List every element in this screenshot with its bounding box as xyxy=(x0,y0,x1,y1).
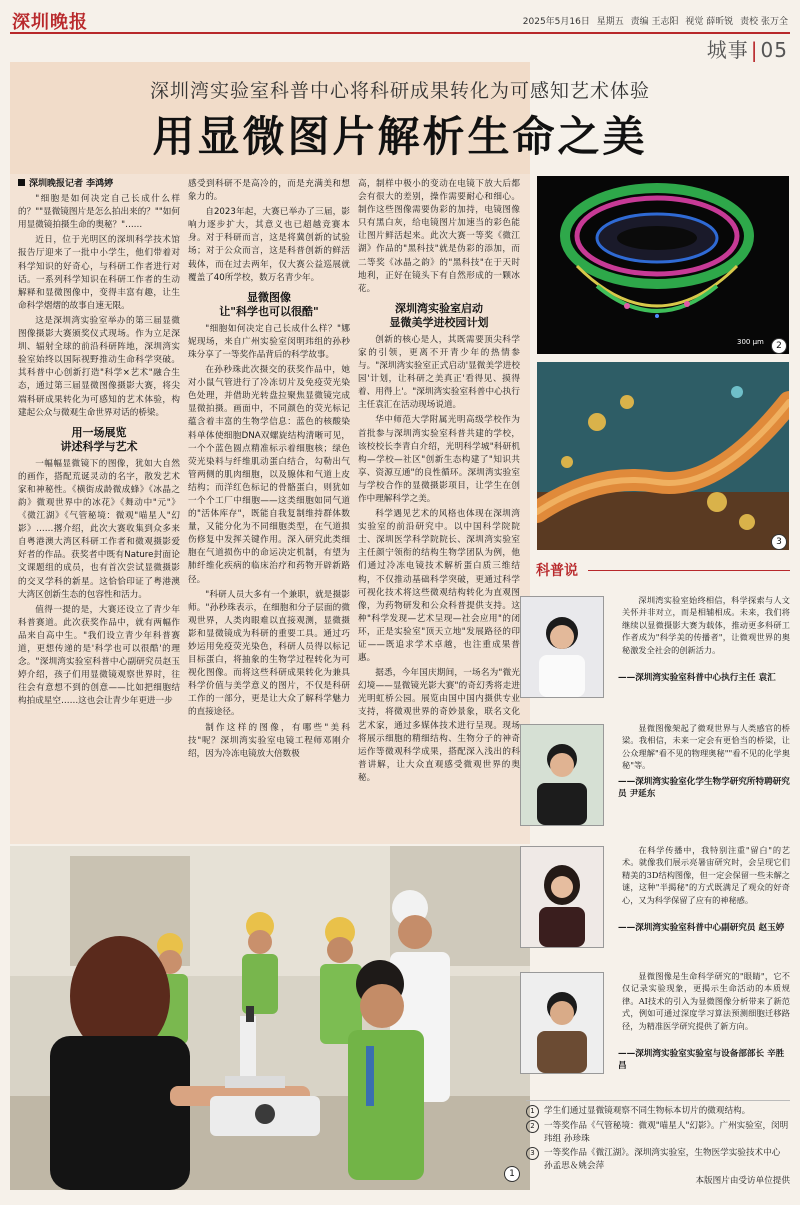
portrait-illustration xyxy=(521,725,603,825)
sem-micrograph xyxy=(537,362,789,550)
quote-paragraph: 显微图像是生命科学研究的"眼睛"，它不仅记录实验现象，更揭示生命活动的本质规律。AI技术的引入为显微图像分析带来了新范式，例如可通过深度学习算法预测细胞迁移路径，为精准医学研究提供了新方向。 xyxy=(622,971,790,1031)
paragraph: 据悉，今年国庆期间，一场名为"微光幻境——显微镜光影大赛"的奇幻秀将走进光明虹桥公园。展览由国中国内摄供专业支持，将微观世界的奇妙景象，联名文化艺术家，通过多媒体技术进行呈现。现场将展示细胞的精细结构、生物分子的神奇运作等微观科学成果，搭配深入浅出的科普讲解，让大众直观感受微观世界的奥秘。 xyxy=(358,668,520,783)
students-photo-illustration xyxy=(10,846,530,1190)
quote-paragraph: 深圳湾实验室始终相信，科学探索与人文关怀并非对立，而是相辅相成。未来，我们将继续以显微摄影大赛为载体，推动更多科研工作者成为"科学美的传播者"，让微观世界的奥秘激发全社会的创新活力。 xyxy=(622,595,790,655)
article-column-2 xyxy=(188,178,350,838)
paragraph: 这是深圳湾实验室举办的第三届显微图像摄影大赛颁奖仪式现场。作为立足深圳、辐射全球的前沿科研阵地，深圳湾实验室始终以国际视野推动生命科学突破。其科普中心创新打造"科学×艺术"融合生态，通过第三届显微图像摄影大赛，将尖端科研成果转化为可感知的艺术体验，构建起公众与微观生命世界对话的桥梁。 xyxy=(18,315,180,418)
paragraph: "科研人员大多有一个兼职，就是摄影师。"孙秒珠表示，在细胞和分子层面的微观世界，人类肉眼难以直接观测，显微摄影和显微镜成为科研的重要工具。通过巧妙运用免疫荧光染色，科研人员得以标记目标蛋白，将抽象的生物学过程转化为可视化图像。而将这些科研成果转化为兼具科学价值与美学意义的图片，不仅是科研工作的一部分，更是让大众了解科学魅力的直接途径。 xyxy=(188,589,350,718)
issue-date: 2025年5月16日 xyxy=(522,17,590,27)
subhead-line: 用一场展览 xyxy=(71,425,127,439)
quote-signature: ——深圳湾实验室化学生物学研究所特聘研究员 尹延东 xyxy=(618,777,790,800)
article-column-1 xyxy=(18,178,180,838)
editor-credit: 责编 王志阳 xyxy=(630,17,679,27)
quote-signature: ——深圳湾实验室科普中心执行主任 袁汇 xyxy=(618,673,776,683)
photo-badge-3: 3 xyxy=(771,534,787,550)
quote-block-2 xyxy=(520,724,790,844)
newspaper-logo: 深圳晚报 xyxy=(12,12,88,33)
caption-item xyxy=(526,1120,790,1146)
paragraph: 科学遇见艺术的风格也体现在深圳湾实验室的前沿研究中。以中国科学院院士、深圳医学科学院院长、深圳湾实验室主任颜宁领衔的结构生物学团队为例，他们通过冷冻电镜技术解析蛋白质三维结构，不仅推动基础科学突破，更通过科学可视化技术将这些微观结构转化为直观图像，为药物研发和公众科普提供支持。这种"科学发现—艺术呈现—社会应用"的闭环，正是实验室"顶天立地"发展路径的印证——既追求学术卓越，也注重成果普惠。 xyxy=(358,509,520,664)
quote-block-4 xyxy=(520,972,790,1094)
quote-text xyxy=(622,970,790,1032)
trachea-illustration xyxy=(537,176,789,354)
kepu-header xyxy=(536,560,790,582)
byline-text: 深圳晚报记者 李鸿婷 xyxy=(29,179,114,189)
section-separator: | xyxy=(750,38,759,62)
portrait-illustration xyxy=(521,973,603,1073)
kepu-divider xyxy=(588,570,790,571)
headline-deck: 深圳湾实验室科普中心将科研成果转化为可感知艺术体验 xyxy=(149,80,650,102)
avatar-yin-yandong xyxy=(520,724,604,826)
avatar-yuan-hui xyxy=(520,596,604,698)
quote-signature: ——深圳湾实验室科普中心副研究员 赵玉婷 xyxy=(618,923,785,933)
issue-weekday: 星期五 xyxy=(596,17,624,27)
quote-block-1 xyxy=(520,596,790,726)
photo-captions xyxy=(526,1100,790,1188)
photo-credit: 本版图片由受访单位提供 xyxy=(695,1175,790,1186)
paragraph: 一幅幅显微镜下的图像，犹如大自然的画作，搭配荒诞灵动的名字，散发艺术家和神秘性。《横街成龄微成蜂》《冰晶之韵》微观世界中的冰花》《舞动中"元"》《微江湖》《气管秘境：微观"喵星人"幻影》……撂介绍，此次大赛收集到众多来自粤港澳大湾区科研工作者和微观摄影爱好者的作品。获奖者中既有Nature封面论文课题组的成员，也有首次尝试显微摄影的交叉学科的新星。这恰恰印证了粤港澳大湾区创新生态的包容性和活力。 xyxy=(18,458,180,600)
masthead xyxy=(10,8,790,34)
caption-text: 一等奖作品《微江湖》。深圳湾实验室，生物医学实验技术中心 孙孟思＆姚会萍 xyxy=(544,1148,781,1172)
byline-marker xyxy=(18,179,25,186)
paragraph: 近日，位于光明区的深圳科学技术馆报告厅迎来了一批中小学生，他们带着对科学知识的好奇心，与科研工作者进行对话。一系列科学知识在科研工作者的生动解释和显微图像中，变得丰富有趣，让生命科学熠熠的故事自速无限。 xyxy=(18,235,180,311)
subhead-2 xyxy=(188,291,350,319)
paragraph: 高，制样中极小的变动在电镜下放大后都会有很大的差别，操作需要耐心和细心。制作这些图像需要伪彩的加持，电镜图像只有黑白灰，给电镜图片加速当的彩色能让图片鲜活起来。此次大赛一等奖《微江湖》作品的"黑科技"就是伪彩的添加，而二等奖《冰晶之韵》的"黑科技"在于天时地利，正好在镜头下有自然形成的一颗冰花。 xyxy=(358,179,520,294)
students-microscope-photo xyxy=(10,846,530,1190)
paragraph: 制作这样的图像，有哪些"美科技"呢？深圳湾实验室电镜工程师邓刚介绍，因为冷冻电镜放大倍数极 xyxy=(188,722,350,759)
kepu-title: 科普说 xyxy=(536,563,578,579)
caption-number: 3 xyxy=(526,1147,539,1160)
trachea-micrograph xyxy=(537,176,789,354)
avatar-zhao-yuting xyxy=(520,846,604,948)
caption-item xyxy=(526,1105,790,1118)
caption-number: 1 xyxy=(526,1105,539,1118)
caption-number: 2 xyxy=(526,1120,539,1133)
portrait-illustration xyxy=(521,597,603,697)
quote-signature: ——深圳湾实验室实验室与设备部部长 辛胜昌 xyxy=(618,1049,785,1072)
section-name: 城事 xyxy=(706,38,749,62)
avatar-xin-shengchang xyxy=(520,972,604,1074)
subhead-line: 深圳湾实验室启动 xyxy=(395,301,483,315)
subhead-line: 显微图像 xyxy=(247,290,291,304)
paragraph: 值得一提的是，大赛还设立了青少年科普赛道。此次获奖作品中，就有两幅作品来自高中生。"我们设立青少年科普赛道，更想传递的是'科学也可以很酷'的理念。"深圳湾实验室科普中心副研究员赵玉婷介绍，孩子们用显微镜观察世界时，往往会有意想不到的创意——比如把细胞结构拍成星空……这也会让青少年更进一步 xyxy=(18,604,180,707)
quote-paragraph: 在科学传播中，我特别注重"留白"的艺术。就像我们展示亮暑宙研究时，会呈现它们精美的3D结构图像，但一定会保留一些未解之谜，这种"半揭秘"的方式既满足了观众的好奇心，又为科学保留了应有的神秘感。 xyxy=(622,845,790,905)
paragraph: 自2023年起，大赛已举办了三届，影响力逐步扩大，其意义也已超越竞赛本身。对于科研而言，这是将冀创新的试验场；对于公众而言，这是科普创新的鲜活载体，而在过去两年，仅大赛公益巡展就覆盖了40所学校，数万名青少年。 xyxy=(188,207,350,283)
paragraph: "细胞是如何决定自己长成什么样的？""显微镜图片是怎么拍出来的？""如何用显微镜拍摄生命的奥秘？"…… xyxy=(18,194,180,231)
quote-text xyxy=(622,722,790,772)
caption-text: 一等奖作品《气管秘境：微观"喵星人"幻影》。广州实验室，闵明玮组 孙珍珠 xyxy=(544,1120,789,1144)
subhead-line: 让"科学也可以很酷" xyxy=(219,304,319,318)
subhead-line: 显微美学进校园计划 xyxy=(389,315,489,329)
caption-text: 学生们通过显微镜观察不同生物标本切片的微观结构。 xyxy=(544,1106,751,1116)
quote-block-3 xyxy=(520,846,790,966)
caption-item xyxy=(526,1147,790,1173)
dateline xyxy=(519,14,788,27)
section-label xyxy=(707,34,788,63)
subhead-3 xyxy=(358,302,520,330)
subhead-1 xyxy=(18,426,180,454)
paragraph: "细胞如何决定自己长成什么样？"娜妮现场，来自广州实验室闵明玮组的孙秒珠分享了一等奖作品背后的科学故事。 xyxy=(188,323,350,360)
scale-bar-label: 300 μm xyxy=(737,338,764,346)
article-column-3 xyxy=(358,178,520,838)
quote-paragraph: 显微图像架起了微观世界与人类感官的桥梁。我相信，未来一定会有更恰当的桥梁，让公众理解"看不见的物理奥秘""看不见的化学奥秘"等。 xyxy=(622,723,790,771)
photo-badge-2: 2 xyxy=(771,338,787,354)
sem-illustration xyxy=(537,362,789,550)
proof-credit: 责校 张万全 xyxy=(740,17,788,27)
byline xyxy=(18,178,180,191)
quote-text xyxy=(622,844,790,906)
visual-credit: 视觉 薛昕锐 xyxy=(685,17,734,27)
paragraph: 感受到科研不是高冷的，而是充满美和想象力的。 xyxy=(188,179,350,203)
headline-title: 用显微图片解析生命之美 xyxy=(152,112,648,161)
paragraph: 华中师范大学附属光明高级学校作为首批参与深圳湾实验室科普共建的学校，该校校长李青白介绍，光明科学城"科研机构—学校—社区"创新生态构建了"知识共享、资源互通"的良性循环。深圳湾实验室与学校合作的显微摄影项目，让学生在创作中理解科学之美。 xyxy=(358,415,520,504)
paragraph: 创新的核心是人，其既需要顶尖科学家的引领，更离不开青少年的热情参与。"深圳湾实验室正式启动'显微美学进校园'计划，让科研之美真正'看得见、摸得着、用得上'。"深圳湾实验室科普中心执行主任袁汇在活动现场说道。 xyxy=(358,334,520,411)
quote-text xyxy=(622,594,790,656)
photo-badge-1: 1 xyxy=(504,1166,520,1182)
page-number: 05 xyxy=(760,38,788,62)
portrait-illustration xyxy=(521,847,603,947)
paragraph: 在孙秒珠此次摄交的获奖作品中，她对小鼠气管进行了冷冻切片及免疫荧光染色处理，并借助光转盘拉聚焦显微镜完成显微拍摄。画面中，不同颜色的荧光标记蕴含着丰富的生物学信息：蓝色的核酸染料单体使细胞DNA双螺旋结构清晰可见，一个个蓝色圆点精准标示着细胞核；绿色荧光染料与纤维肌动蛋白结合，勾勒出气管两侧的肌肉细胞，以及腺体和气道上皮结构；而洋红色标记的骨骼蛋白，则犹如一个个工厂中细胞——这类细胞如同气道的"活体库存"，既能自我复制维持群体数量，又能分化为不同细胞类型，在气道损伤修复中发挥关键作用。深入研究此类细胞在气道损伤中的命运决定机制，有望为肺纤维化疾病的临床治疗和药物开辟新路径。 xyxy=(188,365,350,585)
subhead-line: 讲述科学与艺术 xyxy=(60,439,138,453)
